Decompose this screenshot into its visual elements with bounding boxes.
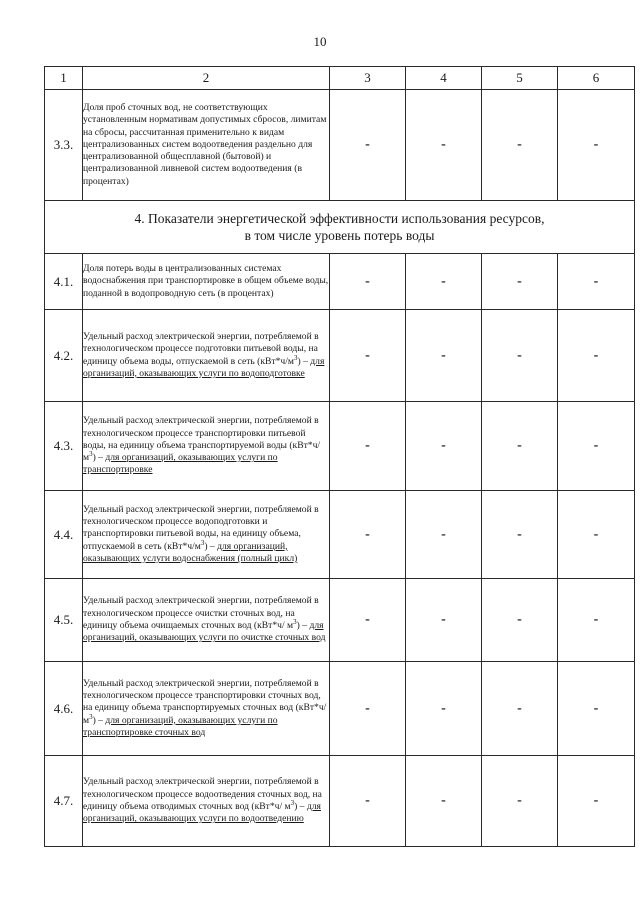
superscript: 3 (294, 353, 298, 362)
row-value: - (330, 402, 406, 491)
column-header: 6 (558, 67, 635, 90)
row-value: - (558, 491, 635, 579)
row-text-underlined: для организаций, оказывающих услуги по очистке сточных вод (83, 620, 326, 644)
row-value: - (406, 90, 482, 201)
row-text: Удельный расход электрической энергии, потребляемой в технологическом процессе транспортировки сточных вод, на единицу объема транспортируемых сточных вод (кВт*ч/ м (83, 677, 327, 726)
row-number: 4.4. (45, 491, 83, 579)
row-number: 4.3. (45, 402, 83, 491)
row-value: - (482, 491, 558, 579)
row-value: - (406, 491, 482, 579)
table-row (45, 756, 635, 847)
superscript: 3 (89, 449, 93, 458)
section-title-line1: 4. Показатели энергетической эффективности использования ресурсов, (134, 211, 545, 226)
section-header-row (45, 201, 635, 254)
row-value: - (406, 254, 482, 310)
row-value: - (482, 90, 558, 201)
row-value: - (406, 756, 482, 847)
row-value: - (330, 756, 406, 847)
row-text: Удельный расход электрической энергии, потребляемой в технологическом процессе транспортировки питьевой воды, на единицу объема транспортируемой воды (кВт*ч/м (83, 415, 321, 464)
row-value: - (330, 662, 406, 756)
row-value: - (482, 402, 558, 491)
row-value: - (558, 254, 635, 310)
section-title (45, 201, 635, 254)
superscript: 3 (89, 712, 93, 721)
row-value: - (558, 662, 635, 756)
row-text-underlined: для организаций, оказывающих услуги по транспортировке (83, 452, 278, 476)
row-value: - (330, 491, 406, 579)
row-description (83, 756, 330, 847)
row-value: - (482, 254, 558, 310)
row-text-underlined: для организаций, оказывающих услуги по водоподготовке (83, 355, 325, 379)
row-text-tail: ) – (92, 714, 106, 726)
row-value: - (558, 310, 635, 402)
row-number: 4.5. (45, 579, 83, 662)
row-text: Удельный расход электрической энергии, потребляемой в технологическом процессе водоподготовки и транспортировки питьевой воды, на единицу объема, отпускаемой в сеть (кВт*ч/м (83, 503, 319, 552)
superscript: 3 (290, 798, 295, 807)
row-description: Доля потерь воды в централизованных системах водоснабжения при транспортировке в общем объеме воды, поданной в водопроводную сеть (в процентах) (83, 254, 330, 310)
column-header: 4 (406, 67, 482, 90)
row-description: Доля проб сточных вод, не соответствующих установленным нормативам допустимых сбросов, лимитам на сбросы, рассчитанная применительно к видам централизованных систем водоотведения раздельно для централизованной общесплавной (бытовой) и централизованной ливневой систем водоотведения (в процентах) (83, 90, 330, 201)
row-description (83, 402, 330, 491)
row-value: - (330, 579, 406, 662)
row-number: 4.2. (45, 310, 83, 402)
row-value: - (330, 310, 406, 402)
row-value: - (482, 310, 558, 402)
row-value: - (406, 662, 482, 756)
row-value: - (330, 90, 406, 201)
row-text-tail: ) – (296, 620, 310, 631)
table-row (45, 402, 635, 491)
table-row (45, 491, 635, 579)
row-number: 4.7. (45, 756, 83, 847)
row-value: - (482, 662, 558, 756)
section-title-line2: в том числе уровень потерь воды (244, 228, 435, 243)
indicators-table (44, 66, 635, 847)
row-description (83, 662, 330, 756)
row-value: - (558, 756, 635, 847)
column-header: 3 (330, 67, 406, 90)
row-text-underlined: для организаций, оказывающих услуги по транспортировке сточных вод (83, 714, 278, 738)
column-header: 1 (45, 67, 83, 90)
row-value: - (558, 90, 635, 201)
row-value: - (482, 579, 558, 662)
row-text: Удельный расход электрической энергии, потребляемой в технологическом процессе водоотведения сточных вод, на единицу объема отводимых сточных вод (кВт*ч/ м (83, 776, 322, 812)
row-value: - (558, 579, 635, 662)
table-row (45, 254, 635, 310)
superscript: 3 (293, 617, 297, 626)
row-number: 4.6. (45, 662, 83, 756)
row-description (83, 491, 330, 579)
row-value: - (406, 579, 482, 662)
row-description (83, 310, 330, 402)
row-text-tail: ) – (204, 540, 218, 552)
table-header-row (45, 67, 635, 90)
row-text-underlined: для организаций, оказывающих услуги по водоотведению (83, 801, 321, 825)
table-row (45, 90, 635, 201)
table-row (45, 310, 635, 402)
row-number: 4.1. (45, 254, 83, 310)
row-value: - (482, 756, 558, 847)
row-text-underlined: для организаций, оказывающих услуги водоснабжения (полный цикл) (83, 540, 298, 564)
row-value: - (406, 402, 482, 491)
row-value: - (406, 310, 482, 402)
page-number: 10 (313, 34, 327, 49)
row-value: - (558, 402, 635, 491)
column-header: 2 (83, 67, 330, 90)
row-text-tail: ) – (297, 355, 311, 367)
row-value: - (330, 254, 406, 310)
row-text-tail: ) – (294, 801, 307, 812)
row-text: Удельный расход электрической энергии, потребляемой в технологическом процессе очистки сточных вод, на единицу объема очищаемых сточных вод (кВт*ч/ м (83, 595, 319, 631)
table-row (45, 579, 635, 662)
superscript: 3 (200, 538, 205, 547)
column-header: 5 (482, 67, 558, 90)
row-description (83, 579, 330, 662)
row-text: Удельный расход электрической энергии, потребляемой в технологическом процессе подготовки питьевой воды, на единицу объема воды, отпускаемой в сеть (кВт*ч/м (83, 330, 319, 367)
table-row (45, 662, 635, 756)
row-number: 3.3. (45, 90, 83, 201)
row-text-tail: ) – (92, 452, 106, 464)
